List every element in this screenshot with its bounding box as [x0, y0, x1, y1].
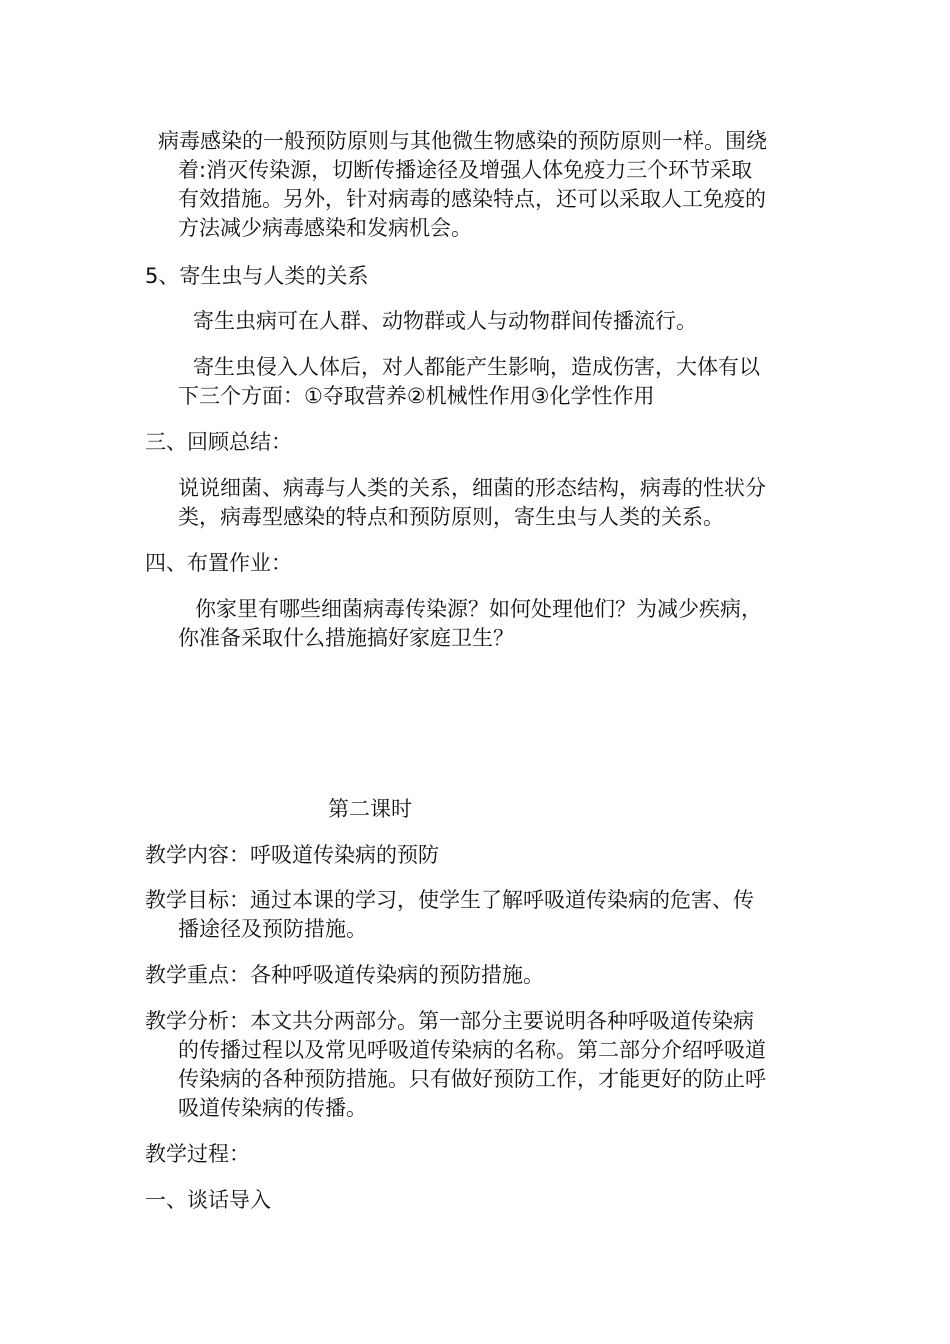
paragraph-line: 寄生虫侵入人体后，对人都能产生影响，造成伤害，大体有以: [193, 355, 760, 379]
heading-homework: 四、布置作业：: [145, 551, 292, 575]
paragraph-line: 播途径及预防措施。: [178, 917, 367, 941]
paragraph-line: 说说细菌、病毒与人类的关系，细菌的形态结构，病毒的性状分: [178, 476, 766, 500]
paragraph-line: 类，病毒型感染的特点和预防原则，寄生虫与人类的关系。: [178, 505, 724, 529]
paragraph-line: 传染病的各种预防措施。只有做好预防工作，才能更好的防止呼: [178, 1067, 766, 1091]
paragraph-line: 有效措施。另外，针对病毒的感染特点，还可以采取人工免疫的: [178, 187, 766, 211]
teaching-focus: 教学重点：各种呼吸道传染病的预防措施。: [145, 963, 544, 987]
paragraph-line: 方法减少病毒感染和发病机会。: [178, 216, 472, 240]
homework-paragraph: [178, 595, 762, 653]
teaching-goal: [145, 886, 754, 944]
paragraph-line: 教学目标：通过本课的学习，使学生了解呼吸道传染病的危害、传: [145, 888, 754, 912]
step-intro-heading: 一、谈话导入: [145, 1188, 271, 1212]
teaching-content: 教学内容：呼吸道传染病的预防: [145, 843, 439, 867]
paragraph-line: 你准备采取什么措施搞好家庭卫生？: [178, 626, 514, 650]
paragraph-line: 的传播过程以及常见呼吸道传染病的名称。第二部分介绍呼吸道: [178, 1038, 766, 1062]
paragraph-line: 你家里有哪些细菌病毒传染源？如何处理他们？为减少疾病，: [195, 597, 762, 621]
paragraph-line: 教学分析：本文共分两部分。第一部分主要说明各种呼吸道传染病: [145, 1009, 754, 1033]
paragraph-line: 病毒感染的一般预防原则与其他微生物感染的预防原则一样。围绕: [158, 129, 767, 153]
summary-paragraph: [178, 474, 766, 532]
paragraph-line: 着:消灭传染源，切断传播途径及增强人体免疫力三个环节采取: [178, 158, 753, 182]
teaching-analysis: [145, 1007, 766, 1123]
parasite-spread-paragraph: 寄生虫病可在人群、动物群或人与动物群间传播流行。: [193, 309, 697, 333]
heading-review-summary: 三、回顾总结：: [145, 430, 292, 454]
paragraph-line: 吸道传染病的传播。: [178, 1096, 367, 1120]
heading-parasites: 5、寄生虫与人类的关系: [145, 264, 369, 288]
parasite-effects-paragraph: [178, 353, 760, 411]
teaching-process: 教学过程：: [145, 1142, 250, 1166]
virus-prevention-paragraph: [158, 127, 767, 243]
lesson-title: 第二课时: [328, 797, 412, 821]
paragraph-line: 下三个方面：①夺取营养②机械性作用③化学性作用: [178, 384, 655, 408]
